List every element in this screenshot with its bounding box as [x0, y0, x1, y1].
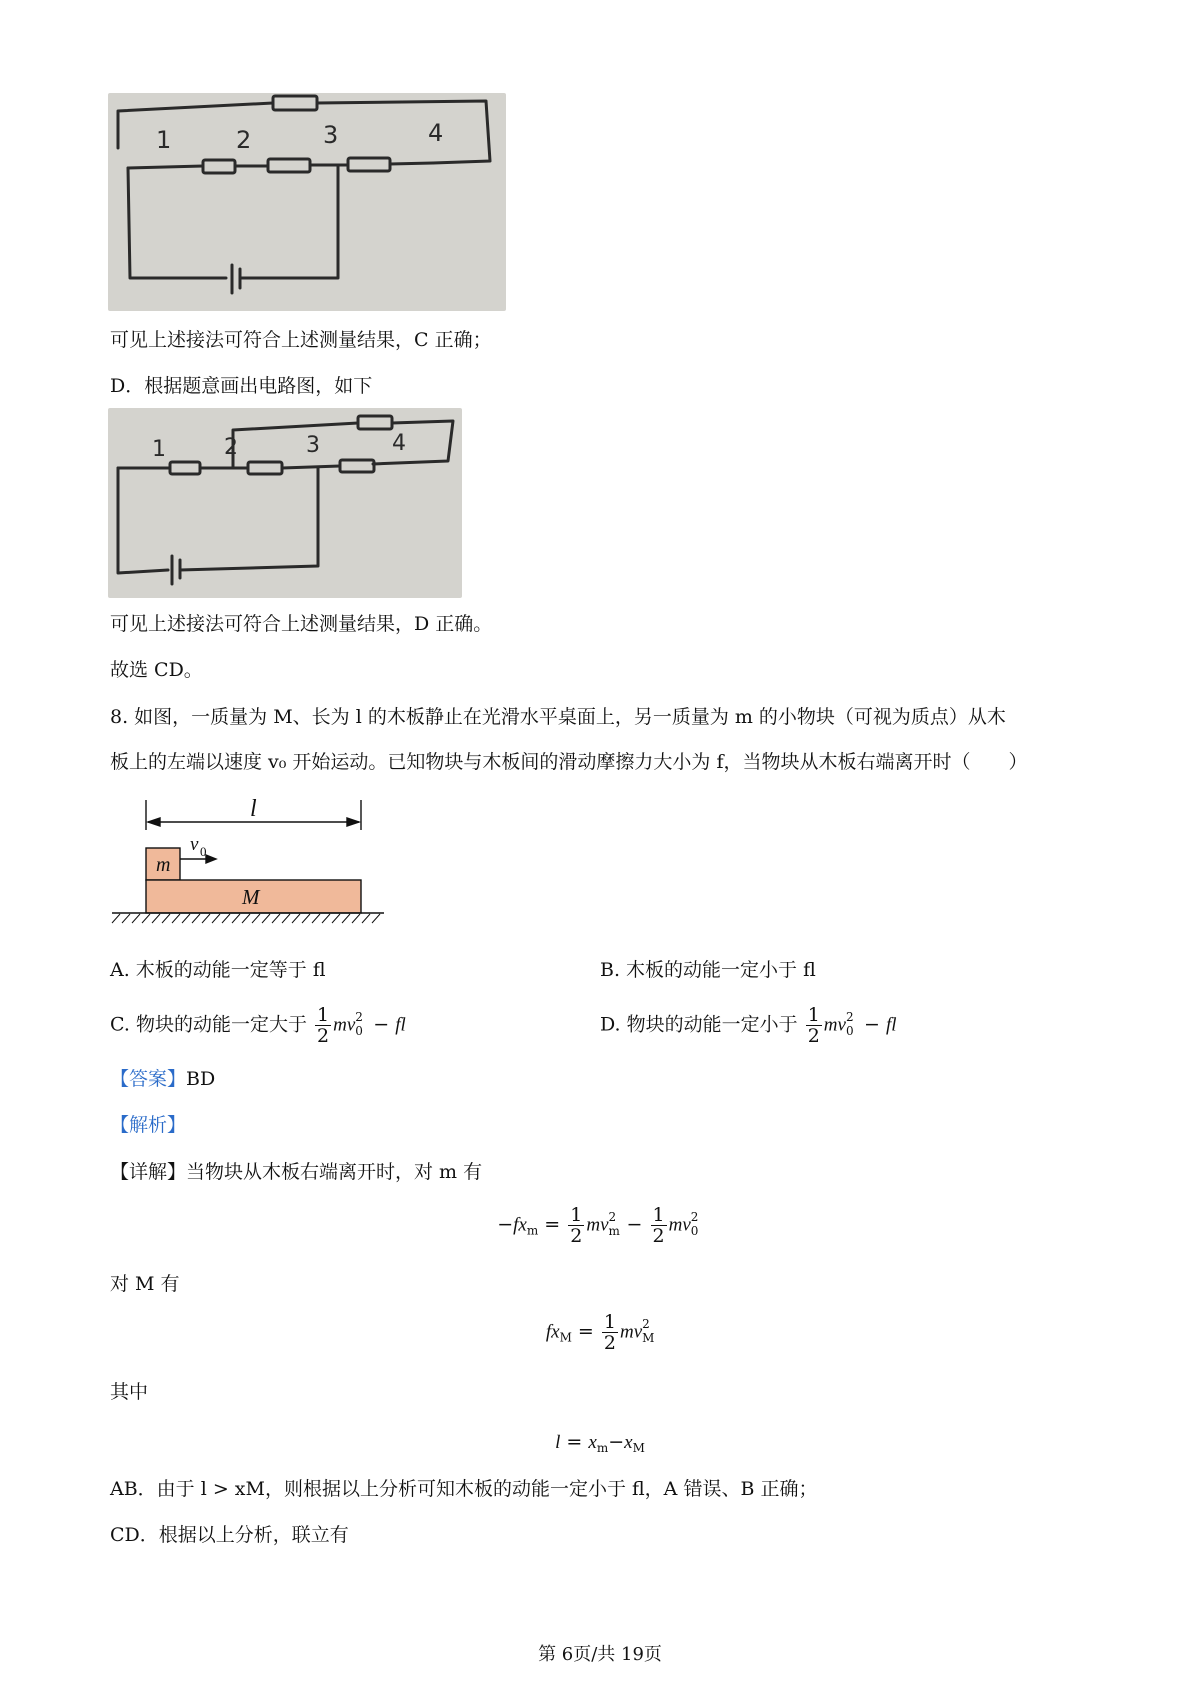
circuit-c-label-2: 2	[236, 126, 252, 154]
circuit-d-label-4: 4	[392, 431, 406, 456]
answer-line	[110, 1067, 215, 1091]
option-b[interactable]: B. 木板的动能一定小于 fl	[600, 959, 816, 981]
circuit-c-label-3: 3	[323, 121, 339, 149]
question-8-line-2: 板上的左端以速度 v₀ 开始运动。已知物块与木板间的滑动摩擦力大小为 f，当物块从木板右端离开时（ ）	[110, 751, 1028, 773]
circuit-d-label-3: 3	[306, 433, 320, 458]
option-a[interactable]: A. 木板的动能一定等于 fl	[110, 959, 326, 981]
circuit-d-label-1: 1	[152, 437, 166, 462]
equation-block-m: $-fx_m$ = $\frac{1}{2}$ mv 2 m − $\frac{1}{2}$ mv 2 0	[497, 1204, 699, 1247]
board-label: M	[242, 885, 260, 909]
page-footer: 第 6页/共 19页	[538, 1644, 662, 1665]
circuit-diagram-c	[108, 93, 506, 311]
question-8-line-1: 8. 如图，一质量为 M、长为 l 的木板静止在光滑水平桌面上，另一质量为 m 的小物块（可视为质点）从木	[110, 706, 1006, 728]
ab-analysis-text: AB．由于 l > xM，则根据以上分析可知木板的动能一定小于 fl，A 错误、B 正确；	[110, 1478, 818, 1500]
cd-analysis-text: CD．根据以上分析，联立有	[110, 1524, 349, 1546]
circuit-c-label-4: 4	[428, 119, 444, 147]
answer-label: 【答案】	[110, 1068, 187, 1090]
d-intro-text: D．根据题意画出电路图，如下	[110, 375, 373, 397]
fraction-half: $\frac{1}{2}$	[807, 1004, 820, 1047]
detail-text: 当物块从木板右端离开时，对 m 有	[186, 1161, 483, 1183]
equation-board-M: $fx_M$ = $\frac{1}{2}$ mv 2 M	[545, 1311, 655, 1354]
answer-value: BD	[186, 1068, 216, 1090]
block-label: m	[156, 854, 171, 876]
c-conclusion-text: 可见上述接法可符合上述测量结果，C 正确；	[110, 329, 492, 351]
block-board-figure	[108, 790, 388, 930]
choose-text: 故选 CD。	[110, 659, 203, 681]
option-d-text: D. 物块的动能一定小于	[600, 1013, 798, 1036]
equation-length: $l = x_m-x_M$	[555, 1431, 645, 1455]
length-label: l	[250, 796, 257, 822]
circuit-d-label-2: 2	[224, 435, 238, 460]
circuit-c-label-1: 1	[156, 126, 172, 154]
option-c-text: C. 物块的动能一定大于	[110, 1013, 307, 1036]
detail-line	[110, 1160, 482, 1184]
option-c[interactable]: C. 物块的动能一定大于 $\frac{1}{2}$ mv 2 0 − fl	[110, 1004, 406, 1047]
option-d[interactable]: D. 物块的动能一定小于 $\frac{1}{2}$ mv 2 0 − fl	[600, 1004, 897, 1047]
d-conclusion-text: 可见上述接法可符合上述测量结果，D 正确。	[110, 613, 493, 635]
detail-label: 【详解】	[110, 1161, 187, 1183]
analysis-label: 【解析】	[110, 1114, 187, 1136]
fraction-half: $\frac{1}{2}$	[317, 1004, 330, 1047]
where-text: 其中	[110, 1381, 149, 1403]
for-M-text: 对 M 有	[110, 1273, 180, 1295]
velocity-sub: 0	[200, 844, 207, 859]
velocity-label: v	[190, 834, 199, 855]
circuit-diagram-d	[108, 408, 462, 598]
